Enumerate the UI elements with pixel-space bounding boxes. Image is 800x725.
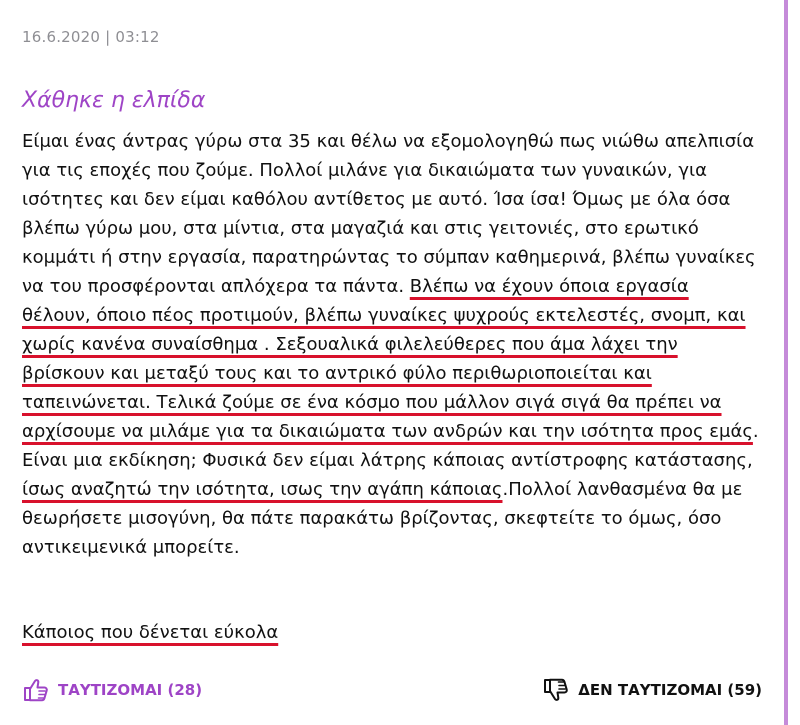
dislike-label: ΔΕΝ ΤΑΥΤΙΖΟΜΑΙ (59) — [578, 681, 762, 699]
reaction-bar — [22, 676, 762, 708]
body-text: Είμαι ένας άντρας γύρω στα 35 και θέλω να εξομολογηθώ πως νιώθω απελπισία για τις εποχές που ζούμε. Πολλοί μιλάνε για δικαιώματα των γυναικών, για ισότητες και δεν είμαι καθόλου αντίθετος με αυτό. Ίσα ίσα! Όμως με όλα όσα βλέπω γύρω μου, στα μίντια, στα μαγαζιά και στις γειτονιές, στο ερωτικό κομμάτι ή στην εργασία, παρατηρώντας το σύμπαν καθημερινά, βλέπω γυναίκες να του προσφέρονται απλόχερα τα πάντα. — [22, 131, 756, 297]
post-paragraph — [22, 127, 762, 562]
post-signature: Κάποιος που δένεται εύκολα — [22, 622, 279, 643]
post-title: Χάθηκε η ελπίδα — [22, 88, 206, 113]
underlined-text: Βλέπω να έχουν όποια εργασία θέλουν, όποιο πέος προτιμούν, βλέπω γυναίκες ψυχρούς εκτελεστές, σνομπ, και χωρίς κανένα συναίσθημα . Σεξουαλικά φιλελεύθερες που άμα λάχει την βρίσκουν και μεταξύ τους και το αντρικό φύλο περιθωριοποιείται και ταπεινώνεται. Τελικά ζούμε σε ένα κόσμο που μάλλον σιγά σιγά θα πρέπει να αρχίσουμε να μιλάμε για τα δικαιώματα των ανδρών και την ισότητα προς εμάς — [22, 276, 753, 442]
post-body — [22, 127, 762, 562]
like-button[interactable] — [22, 676, 202, 704]
body-text: . Είναι μια εκδίκηση; Φυσικά δεν είμαι λάτρης κάποιας αντίστροφης κατάστασης, — [22, 421, 759, 471]
thumbs-down-icon — [542, 676, 570, 704]
dislike-button[interactable] — [542, 676, 762, 704]
like-label: ΤΑΥΤΙΖΟΜΑΙ (28) — [58, 681, 203, 699]
underlined-text: ίσως αναζητώ την ισότητα, ισως την αγάπη κάποιας — [22, 479, 503, 500]
post-date: 16.6.2020 | 03:12 — [22, 28, 160, 46]
thumbs-up-icon — [22, 676, 50, 704]
body-text: .Πολλοί λανθασμένα θα με θεωρήσετε μισογύνη, θα πάτε παρακάτω βρίζοντας, σκεφτείτε το όμως, όσο αντικειμενικά μπορείτε. — [22, 479, 743, 558]
